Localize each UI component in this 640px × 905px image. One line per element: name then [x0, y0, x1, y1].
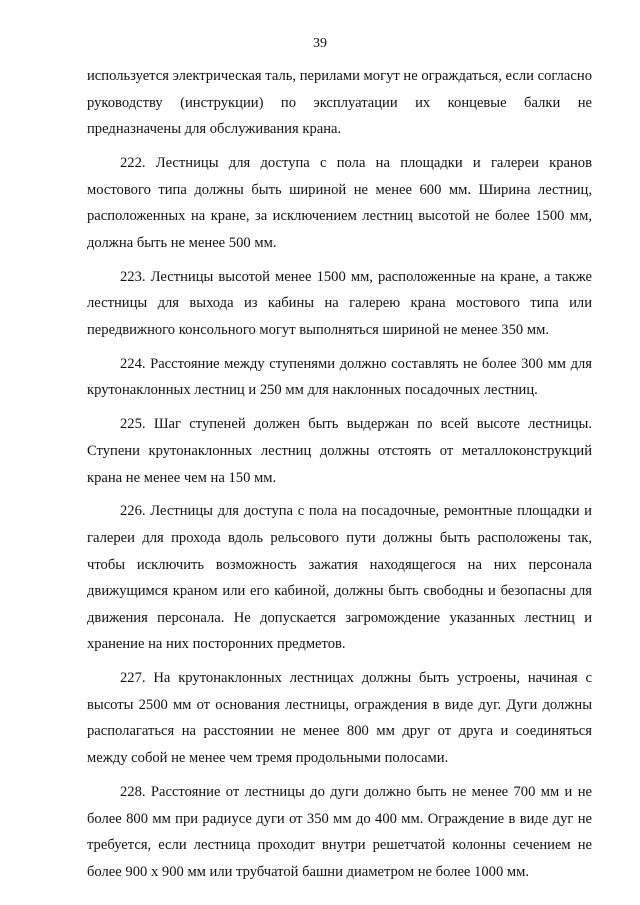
paragraph-224: 224. Расстояние между ступенями должно составлять не более 300 мм для крутонаклонных лестниц и 250 мм для наклонных посадочных лестниц.	[87, 355, 592, 399]
paragraph-227: 227. На крутонаклонных лестницах должны быть устроены, начиная с высоты 2500 мм от основания лестницы, ограждения в виде дуг. Дуги должны располагаться на расстоянии не менее 800 мм друг от друга и соединяться между собой не менее чем тремя продольными полосами.	[87, 670, 592, 767]
document-body	[87, 63, 592, 893]
paragraph-continuation: используется электрическая таль, перилами могут не ограждаться, если согласно руководству (инструкции) по эксплуатации их концевые балки не предназначены для обслуживания крана.	[87, 68, 592, 138]
paragraph-225: 225. Шаг ступеней должен быть выдержан по всей высоте лестницы. Ступени крутонаклонных лестниц должны отстоять от металлоконструкций крана не менее чем на 150 мм.	[87, 416, 592, 486]
paragraph-223: 223. Лестницы высотой менее 1500 мм, расположенные на кране, а также лестницы для выхода из кабины на галерею крана мостового типа или передвижного консольного могут выполняться шириной не менее 350 мм.	[87, 268, 592, 338]
paragraph-228: 228. Расстояние от лестницы до дуги должно быть не менее 700 мм и не более 800 мм при радиусе дуги от 350 мм до 400 мм. Ограждение в виде дуг не требуется, если лестница проходит внутри решетчатой колонны сечением не более 900 x 900 мм или трубчатой башни диаметром не более 1000 мм.	[87, 783, 592, 880]
paragraph-226: 226. Лестницы для доступа с пола на посадочные, ремонтные площадки и галереи для прохода вдоль рельсового пути должны быть расположены так, чтобы исключить возможность зажатия находящегося на них персонала движущимся краном или его кабиной, должны быть свободны и безопасны для движения персонала. Не допускается загромождение указанных лестниц и хранение на них посторонних предметов.	[87, 503, 592, 653]
page-number: 39	[313, 36, 327, 51]
paragraph-222: 222. Лестницы для доступа с пола на площадки и галереи кранов мостового типа должны быть шириной не менее 600 мм. Ширина лестниц, расположенных на кране, за исключением лестниц высотой не более 1500 мм, должна быть не менее 500 мм.	[87, 155, 592, 251]
